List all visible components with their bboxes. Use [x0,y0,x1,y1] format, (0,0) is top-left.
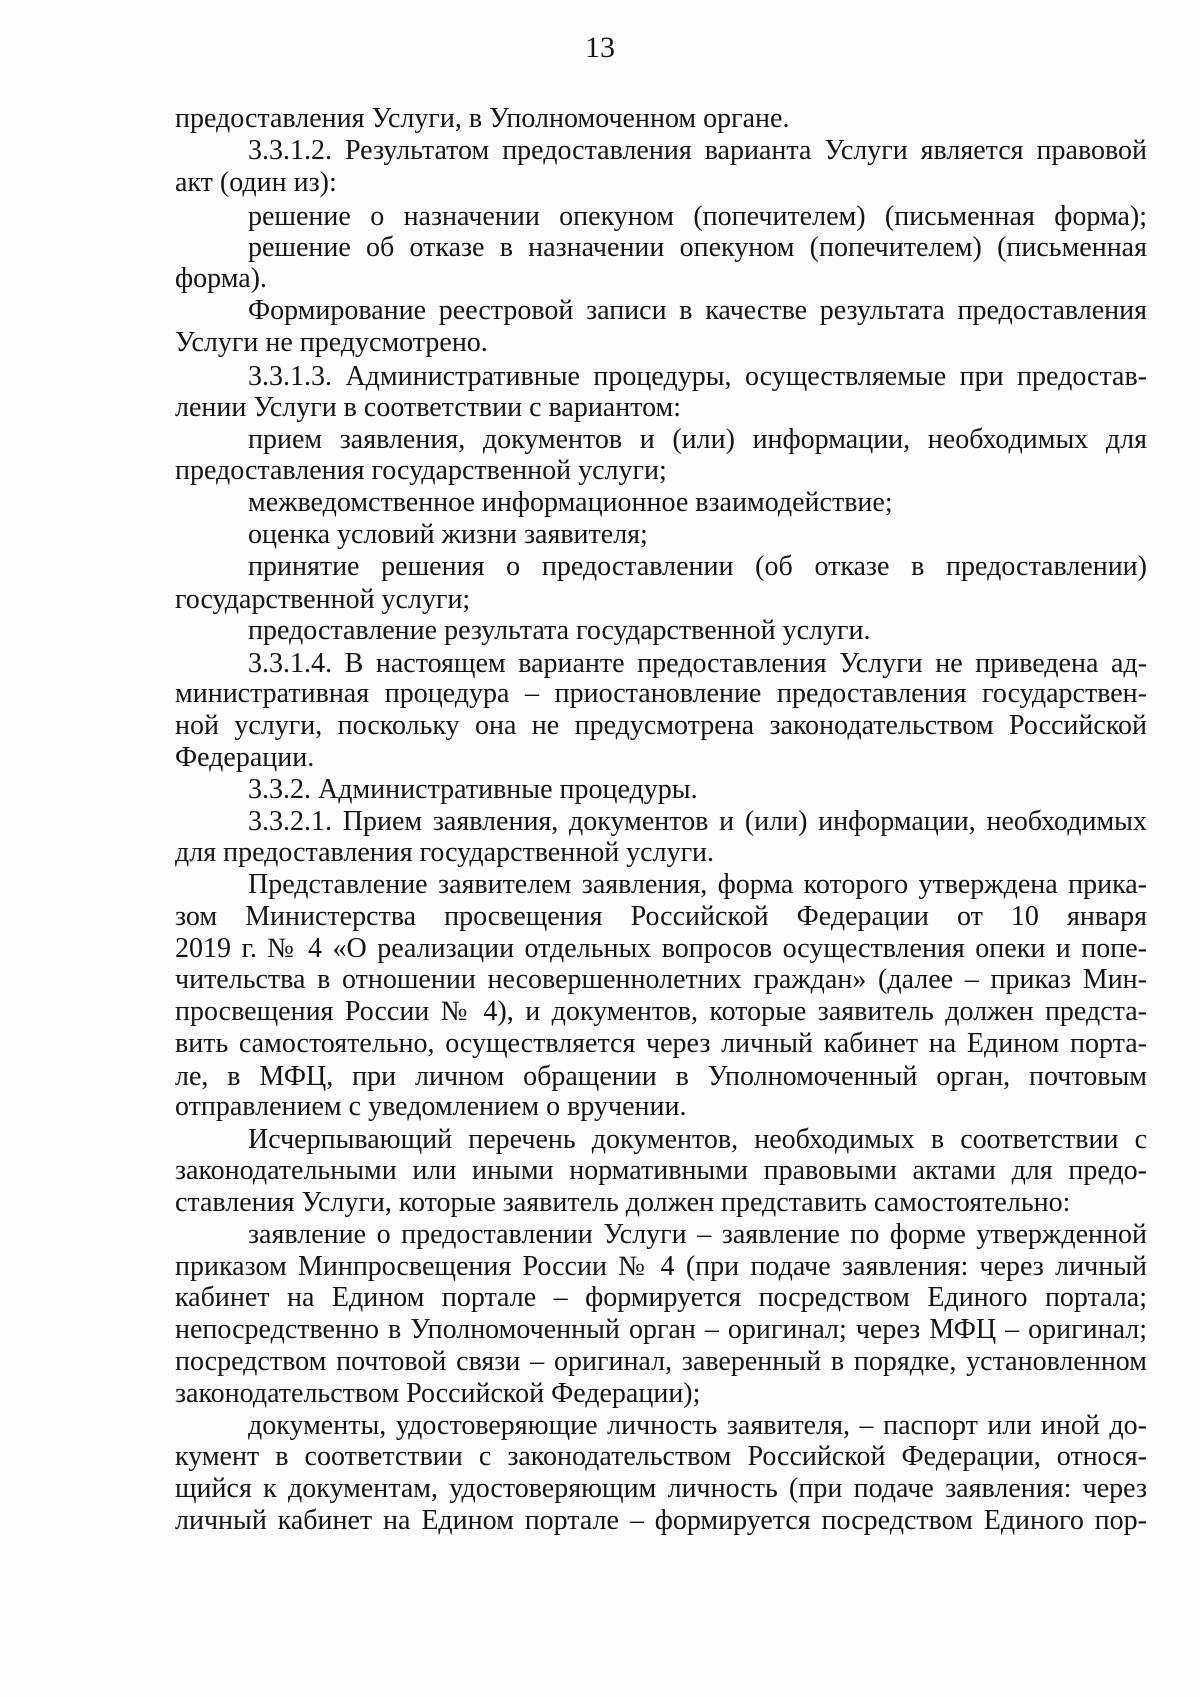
page-number: 13 [585,31,615,64]
text-line: предоставления государственной услуги; [175,455,667,486]
text-line: Федерации. [175,742,315,773]
text-line: вить самостоятельно, осуществляется через личный кабинет на Едином порта- [175,1028,1147,1059]
text-line: приказом Минпросвещения России № 4 (при подаче заявления: через личный [175,1251,1147,1282]
text-line: Исчерпывающий перечень документов, необходимых в соответствии с [248,1124,1147,1155]
text-line: 3.3.2.1. Прием заявления, документов и (или) информации, необходимых [248,806,1147,837]
text-line: 3.3.2. Административные процедуры. [248,774,698,805]
text-line: министративная процедура – приостановление предоставления государствен- [175,678,1147,709]
text-line: кумент в соответствии с законодательством Российской Федерации, относя- [175,1441,1147,1472]
text-line: предоставление результата государственной услуги. [248,615,871,646]
text-line: решение о назначении опекуном (попечителем) (письменная форма); [248,201,1147,232]
text-line: оценка условий жизни заявителя; [248,519,648,550]
text-line: кабинет на Едином портале – формируется посредством Единого портала; [175,1282,1147,1313]
text-line: посредством почтовой связи – оригинал, заверенный в порядке, установленном [175,1346,1147,1377]
text-line: форма). [175,263,267,294]
text-line: ле, в МФЦ, при личном обращении в Уполномоченный орган, почтовым [175,1061,1147,1092]
text-line: акт (один из): [175,167,337,198]
text-line: ставления Услуги, которые заявитель должен представить самостоятельно: [175,1187,1071,1218]
text-line: 3.3.1.3. Административные процедуры, осуществляемые при предостав- [248,361,1147,392]
text-line: зом Министерства просвещения Российской Федерации от 10 января [175,901,1147,932]
text-line: щийся к документам, удостоверяющим личность (при подаче заявления: через [175,1473,1147,1504]
text-line: решение об отказе в назначении опекуном (попечителем) (письменная [248,232,1147,263]
text-line: просвещения России № 4), и документов, которые заявитель должен предста- [175,996,1147,1027]
text-line: заявление о предоставлении Услуги – заявление по форме утвержденной [248,1219,1147,1250]
text-line: 3.3.1.2. Результатом предоставления варианта Услуги является правовой [248,135,1147,166]
text-line: личный кабинет на Едином портале – формируется посредством Единого пор- [175,1505,1147,1536]
text-line: предоставления Услуги, в Уполномоченном органе. [175,103,790,134]
text-line: чительства в отношении несовершеннолетних граждан» (далее – приказ Мин- [175,964,1147,995]
text-line: 2019 г. № 4 «О реализации отдельных вопросов осуществления опеки и попе- [175,933,1147,964]
text-line: прием заявления, документов и (или) информации, необходимых для [248,424,1147,455]
text-line: законодательством Российской Федерации); [175,1378,701,1409]
text-line: Услуги не предусмотрено. [175,327,488,358]
text-line: документы, удостоверяющие личность заявителя, – паспорт или иной до- [248,1410,1147,1441]
text-line: межведомственное информационное взаимодействие; [248,487,893,518]
text-line: законодательными или иными нормативными правовыми актами для предо- [175,1155,1147,1186]
text-line: ной услуги, поскольку она не предусмотрена законодательством Российской [175,710,1147,741]
text-line: Представление заявителем заявления, форма которого утверждена прика- [248,869,1147,900]
text-line: 3.3.1.4. В настоящем варианте предоставления Услуги не приведена ад- [248,648,1147,679]
text-line: отправлением с уведомлением о вручении. [175,1091,687,1122]
text-line: лении Услуги в соответствии с вариантом: [175,392,682,423]
text-line: принятие решения о предоставлении (об отказе в предоставлении) [248,551,1147,582]
text-line: Формирование реестровой записи в качестве результата предоставления [248,295,1147,326]
text-line: для предоставления государственной услуги. [175,837,715,868]
text-line: государственной услуги; [175,584,471,615]
text-line: непосредственно в Уполномоченный орган – оригинал; через МФЦ – оригинал; [175,1314,1147,1345]
